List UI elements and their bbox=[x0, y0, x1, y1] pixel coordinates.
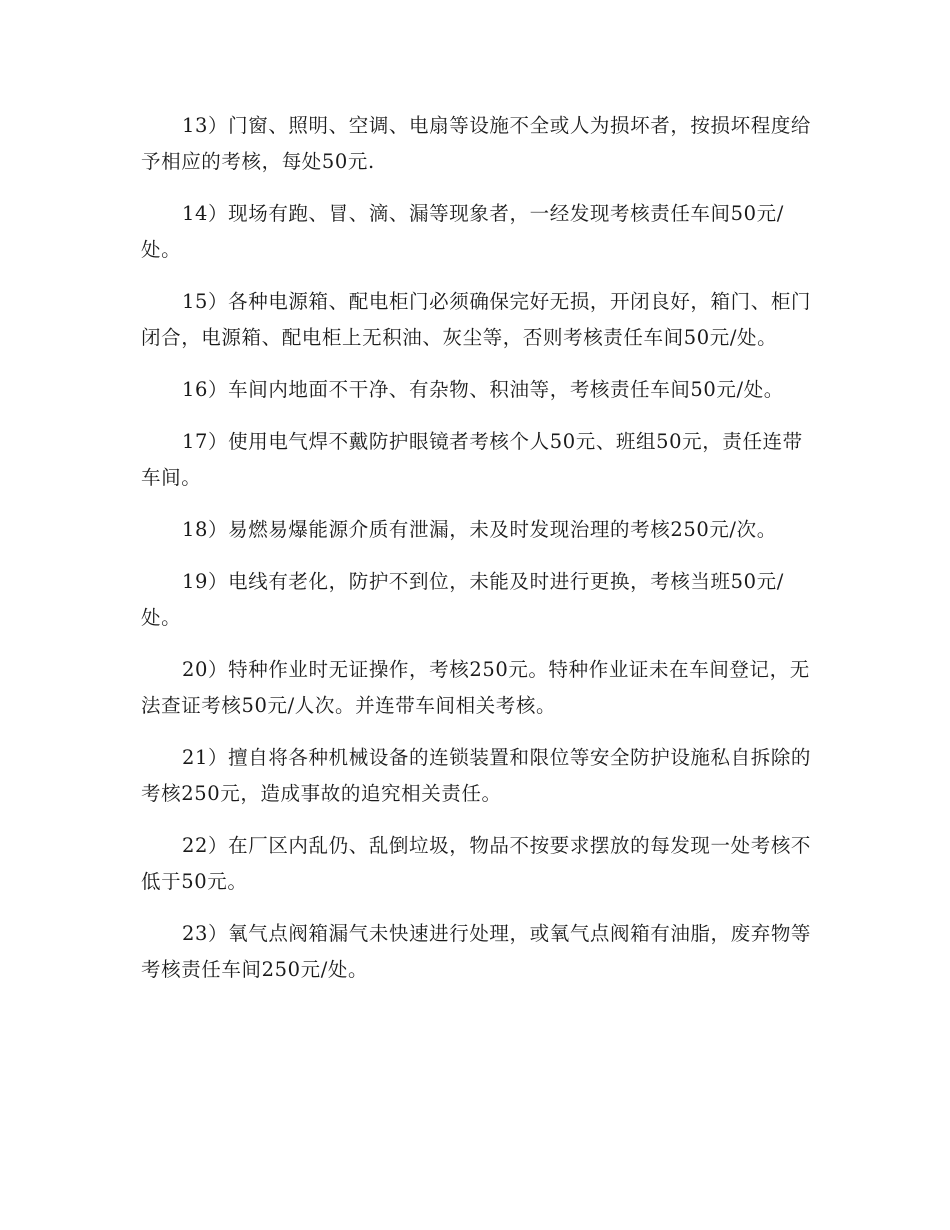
rule-item-17: 17）使用电气焊不戴防护眼镜者考核个人50元、班组50元，责任连带车间。 bbox=[141, 430, 803, 489]
rule-item-23: 23）氧气点阀箱漏气未快速进行处理，或氧气点阀箱有油脂，废弃物等考核责任车间250元/处。 bbox=[141, 922, 812, 981]
rule-item-19: 19）电线有老化，防护不到位，未能及时进行更换，考核当班50元/处。 bbox=[141, 570, 784, 629]
rule-item-14: 14）现场有跑、冒、滴、漏等现象者，一经发现考核责任车间50元/处。 bbox=[141, 202, 784, 261]
document-body bbox=[141, 108, 813, 1004]
rule-item-13: 13）门窗、照明、空调、电扇等设施不全或人为损坏者，按损坏程度给予相应的考核，每处50元. bbox=[141, 114, 812, 173]
rule-item-15: 15）各种电源箱、配电柜门必须确保完好无损，开闭良好，箱门、柜门闭合，电源箱、配电柜上无积油、灰尘等，否则考核责任车间50元/处。 bbox=[141, 290, 812, 349]
rule-item-22: 22）在厂区内乱仍、乱倒垃圾，物品不按要求摆放的每发现一处考核不低于50元。 bbox=[141, 834, 812, 893]
rule-item-16: 16）车间内地面不干净、有杂物、积油等，考核责任车间50元/处。 bbox=[182, 378, 784, 401]
rule-item-21: 21）擅自将各种机械设备的连锁装置和限位等安全防护设施私自拆除的考核250元，造成事故的追究相关责任。 bbox=[141, 746, 812, 805]
rule-item-20: 20）特种作业时无证操作，考核250元。特种作业证未在车间登记，无法查证考核50元/人次。并连带车间相关考核。 bbox=[141, 658, 810, 717]
rule-item-18: 18）易燃易爆能源介质有泄漏，未及时发现治理的考核250元/次。 bbox=[182, 518, 777, 541]
